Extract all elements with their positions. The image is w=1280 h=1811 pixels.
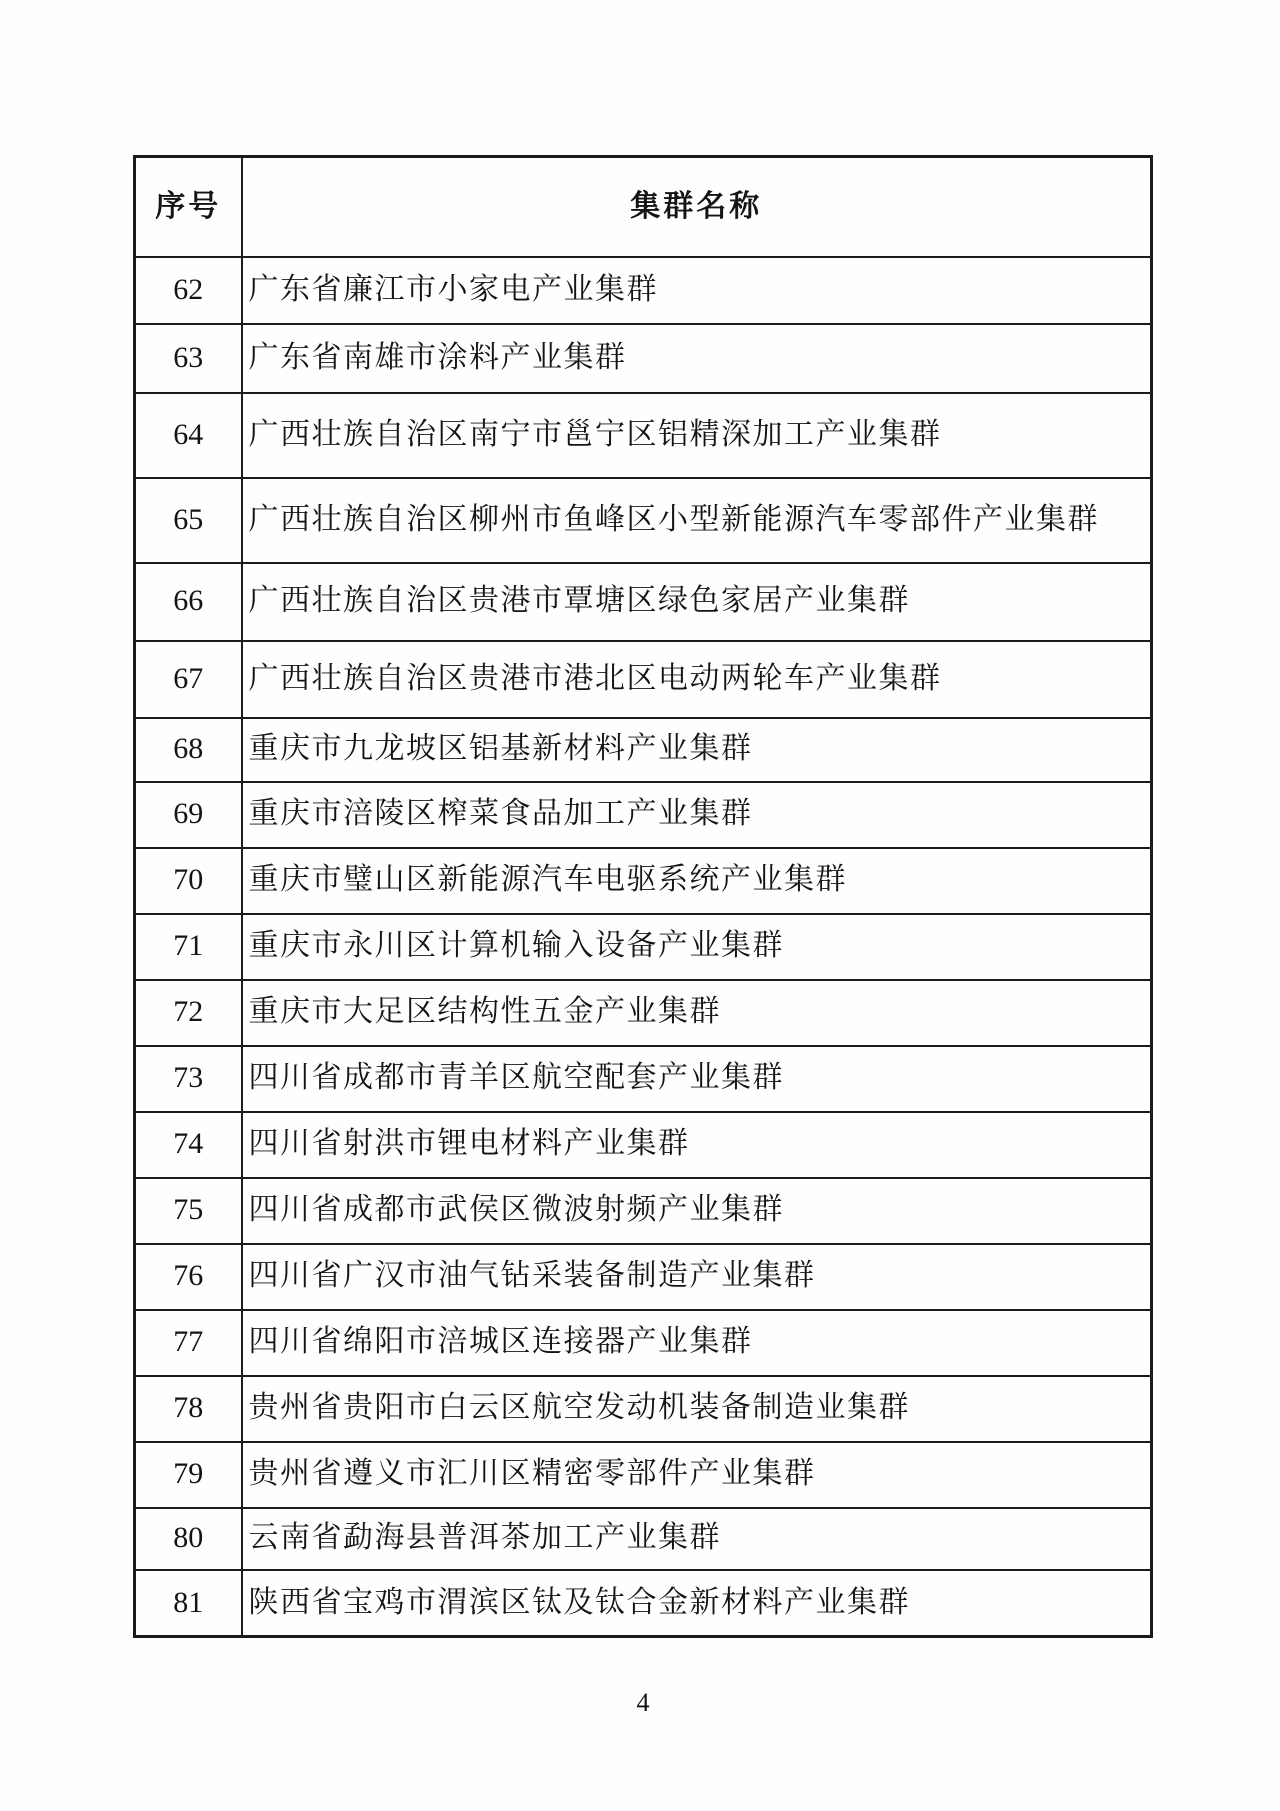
row-index-cell: 64 bbox=[135, 393, 242, 478]
table-row bbox=[135, 1570, 1152, 1637]
table-row bbox=[135, 641, 1152, 718]
table-row bbox=[135, 478, 1152, 563]
cluster-name-cell: 重庆市大足区结构性五金产业集群 bbox=[242, 980, 1152, 1046]
row-index-cell: 72 bbox=[135, 980, 242, 1046]
table-row bbox=[135, 848, 1152, 914]
cluster-name-cell: 广西壮族自治区贵港市港北区电动两轮车产业集群 bbox=[242, 641, 1152, 718]
row-index-cell: 68 bbox=[135, 718, 242, 782]
table-row bbox=[135, 914, 1152, 980]
row-index-cell: 70 bbox=[135, 848, 242, 914]
cluster-name-cell: 贵州省遵义市汇川区精密零部件产业集群 bbox=[242, 1442, 1152, 1508]
cluster-name-cell: 陕西省宝鸡市渭滨区钛及钛合金新材料产业集群 bbox=[242, 1570, 1152, 1637]
cluster-name-cell: 四川省成都市青羊区航空配套产业集群 bbox=[242, 1046, 1152, 1112]
table-row bbox=[135, 563, 1152, 641]
row-index-cell: 79 bbox=[135, 1442, 242, 1508]
cluster-name-cell: 重庆市涪陵区榨菜食品加工产业集群 bbox=[242, 782, 1152, 848]
cluster-name-cell: 广西壮族自治区贵港市覃塘区绿色家居产业集群 bbox=[242, 563, 1152, 641]
page-number: 4 bbox=[636, 1688, 650, 1717]
header-cell-index: 序号 bbox=[135, 157, 242, 257]
row-index-cell: 78 bbox=[135, 1376, 242, 1442]
cluster-table-body bbox=[135, 257, 1152, 1637]
table-row bbox=[135, 324, 1152, 393]
table-row bbox=[135, 257, 1152, 324]
row-index-cell: 69 bbox=[135, 782, 242, 848]
row-index-cell: 77 bbox=[135, 1310, 242, 1376]
table-row bbox=[135, 1376, 1152, 1442]
cluster-name-cell: 重庆市永川区计算机输入设备产业集群 bbox=[242, 914, 1152, 980]
cluster-name-cell: 广西壮族自治区柳州市鱼峰区小型新能源汽车零部件产业集群 bbox=[242, 478, 1152, 563]
cluster-name-cell: 云南省勐海县普洱茶加工产业集群 bbox=[242, 1508, 1152, 1570]
table-row bbox=[135, 718, 1152, 782]
row-index-cell: 76 bbox=[135, 1244, 242, 1310]
cluster-table bbox=[133, 155, 1153, 1638]
table-row bbox=[135, 1178, 1152, 1244]
cluster-name-cell: 四川省成都市武侯区微波射频产业集群 bbox=[242, 1178, 1152, 1244]
cluster-table-header bbox=[135, 157, 1152, 257]
row-index-cell: 66 bbox=[135, 563, 242, 641]
table-row bbox=[135, 1508, 1152, 1570]
cluster-name-cell: 四川省射洪市锂电材料产业集群 bbox=[242, 1112, 1152, 1178]
row-index-cell: 73 bbox=[135, 1046, 242, 1112]
row-index-cell: 75 bbox=[135, 1178, 242, 1244]
table-row bbox=[135, 1112, 1152, 1178]
table-row bbox=[135, 1244, 1152, 1310]
cluster-name-cell: 重庆市璧山区新能源汽车电驱系统产业集群 bbox=[242, 848, 1152, 914]
row-index-cell: 80 bbox=[135, 1508, 242, 1570]
cluster-name-cell: 贵州省贵阳市白云区航空发动机装备制造业集群 bbox=[242, 1376, 1152, 1442]
table-row bbox=[135, 1046, 1152, 1112]
table-row bbox=[135, 1310, 1152, 1376]
row-index-cell: 71 bbox=[135, 914, 242, 980]
header-cell-name: 集群名称 bbox=[242, 157, 1152, 257]
cluster-name-cell: 四川省绵阳市涪城区连接器产业集群 bbox=[242, 1310, 1152, 1376]
table-row bbox=[135, 980, 1152, 1046]
table-row bbox=[135, 393, 1152, 478]
row-index-cell: 67 bbox=[135, 641, 242, 718]
row-index-cell: 65 bbox=[135, 478, 242, 563]
cluster-name-cell: 广东省南雄市涂料产业集群 bbox=[242, 324, 1152, 393]
row-index-cell: 81 bbox=[135, 1570, 242, 1637]
table-row bbox=[135, 1442, 1152, 1508]
row-index-cell: 62 bbox=[135, 257, 242, 324]
row-index-cell: 74 bbox=[135, 1112, 242, 1178]
cluster-name-cell: 四川省广汉市油气钻采装备制造产业集群 bbox=[242, 1244, 1152, 1310]
cluster-name-cell: 广西壮族自治区南宁市邕宁区铝精深加工产业集群 bbox=[242, 393, 1152, 478]
row-index-cell: 63 bbox=[135, 324, 242, 393]
table-row bbox=[135, 782, 1152, 848]
header-row bbox=[135, 157, 1152, 257]
cluster-name-cell: 广东省廉江市小家电产业集群 bbox=[242, 257, 1152, 324]
cluster-name-cell: 重庆市九龙坡区铝基新材料产业集群 bbox=[242, 718, 1152, 782]
